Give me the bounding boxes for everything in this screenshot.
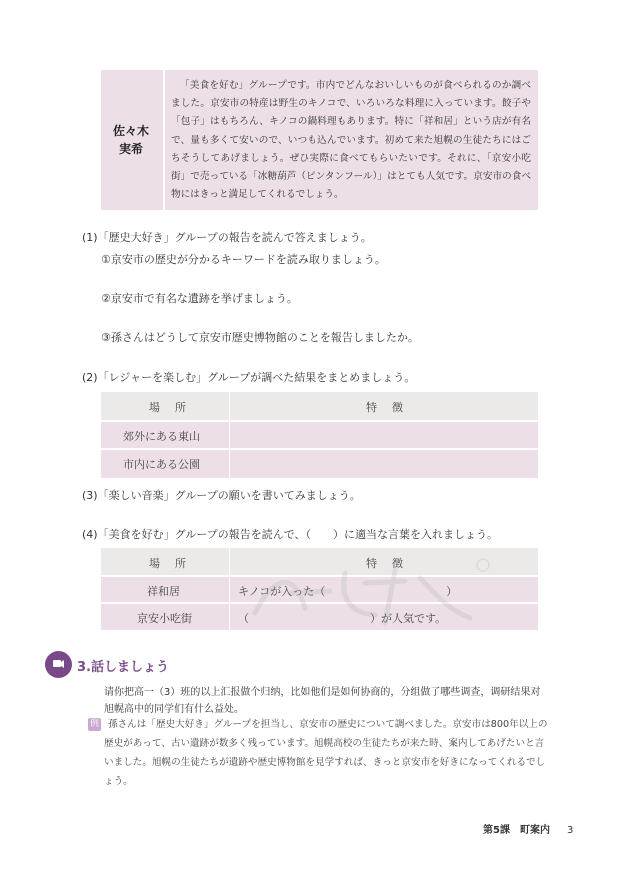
- question-1: (1)「歴史大好き」グループの報告を読んで答えましょう。: [82, 231, 372, 244]
- instruction-text: 请你把高一（3）班的以上汇报做个归纳，比如他们是如何协商的，分组做了哪些调查，调研结果对旭幌高中的同学们有什么益处。: [104, 687, 541, 715]
- reporter-name: 佐々木 実希: [112, 124, 149, 156]
- row-feature-1[interactable]: キノコが入った（ ）: [238, 585, 458, 598]
- row-place-2: 市内にある公園: [123, 458, 200, 471]
- lesson-title: 第5課 町案内: [483, 825, 550, 836]
- feature-input-2[interactable]: [231, 450, 536, 476]
- table-divider: [163, 70, 165, 210]
- row-place-shochigai: 京安小吃街: [137, 612, 192, 625]
- table-leisure: [101, 392, 538, 478]
- speech-icon: [52, 658, 65, 671]
- question-4: (4)「美食を好む」グループの報告を読んで、（ ）に適当な言葉を入れましょう。: [82, 528, 498, 541]
- header-place: 場 所: [149, 401, 188, 414]
- row-place-1: 郊外にある東山: [123, 430, 200, 443]
- question-1-2: ②京安市で有名な遺跡を挙げましょう。: [101, 292, 298, 305]
- report-text: 「美食を好む」グループです。市内でどんなおいしいものが食べられるのか調べました。京安市の特産は野生のキノコで、いろいろな料理に入っています。餃子や「包子」はもちろん、キノコの鍋料理もあります。特に「祥和居」という店が有名で、量も多くて安いので、いつも込んでいます。初めて来た旭幌の生徒たちにはごちそうしてあげましょう。ぜひ実際に食べてもらいたいです。それに、「京安小吃街」で売っている「冰糖葫芦（ピンタンフール）」はとても人気です。京安市の食べ物にはきっと満足してくれるでしょう。: [171, 80, 531, 201]
- page-number: 3: [566, 825, 574, 836]
- page-footer: [483, 821, 573, 836]
- example-badge: 例: [89, 719, 99, 729]
- header-place: 場 所: [149, 557, 188, 570]
- example-text: 孫さんは「歴史大好き」グループを担当し、京安市の歴史について調べました。京安市は800年以上の歴史があって、古い遺跡が数多く残っています。旭幌高校の生徒たちが来た時、案内してあげたいと言いました。旭幌の生徒たちが遺跡や歴史博物館を見学すれば、きっと京安市を好きになってくれるでしょう。: [104, 719, 548, 787]
- question-2: (2)「レジャーを楽しむ」グループが調べた結果をまとめましょう。: [82, 371, 416, 384]
- header-feature: 特 徴: [366, 557, 405, 570]
- row-place-shouwakyo: 祥和居: [147, 585, 180, 598]
- question-3: (3)「楽しい音楽」グループの願いを書いてみましょう。: [82, 489, 361, 502]
- watermark-logo: [235, 553, 495, 633]
- question-1-1: ①京安市の歴史が分かるキーワードを読み取りましょう。: [101, 253, 386, 266]
- feature-input-1[interactable]: [231, 422, 536, 447]
- question-1-3: ③孫さんはどうして京安市歴史博物館のことを報告しましたか。: [101, 331, 419, 344]
- header-feature: 特 徴: [366, 401, 405, 414]
- row-feature-2[interactable]: （ ）が人気です。: [238, 612, 447, 625]
- report-table-bishoku: [101, 70, 538, 210]
- section-title: 3.話しましょう: [77, 660, 169, 675]
